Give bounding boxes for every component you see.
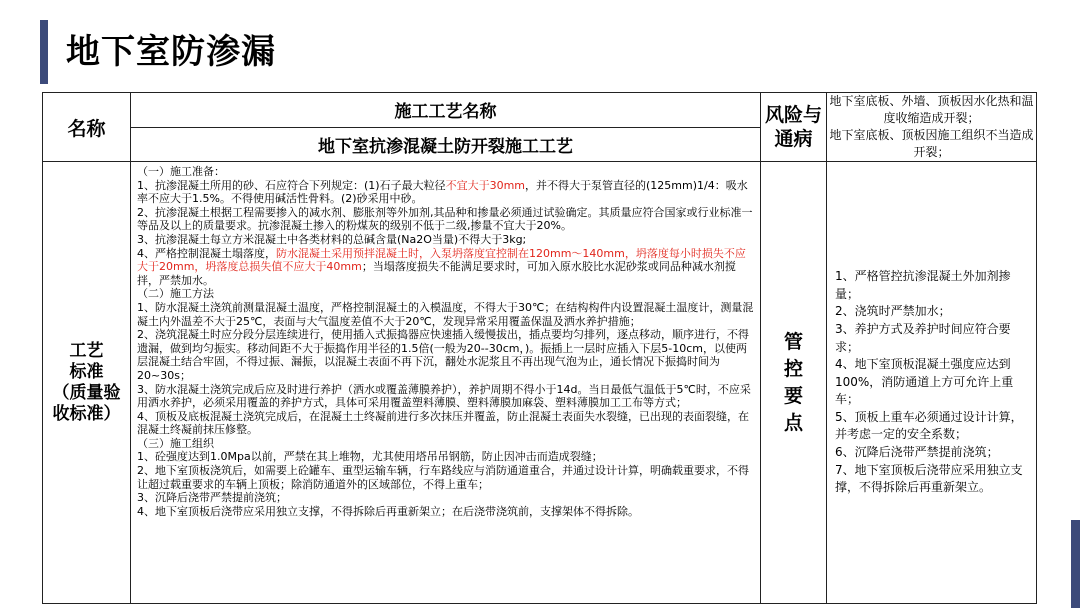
process-name-label: 施工工艺名称 (394, 102, 497, 123)
process-standard-label-line3: （质量验 (52, 382, 121, 403)
org-title: （三）施工组织 (137, 436, 214, 450)
org-item-4: 4、地下室顶板后浇带应采用独立支撑，不得拆除后再重新架立；在后浇带浇筑前，支撑架体不得拆除。 (137, 504, 639, 518)
control-point-item: 1、严格管控抗渗混凝土外加剂掺量； (835, 269, 1011, 301)
prep-item-1-text-a: 1、抗渗混凝土所用的砂、石应符合下列规定：(1)石子最大粒径 (137, 178, 446, 192)
control-point-item: 6、沉降后浇带严禁提前浇筑； (835, 445, 999, 460)
risk-text-line1: 地下室底板、外墙、顶板因水化热和温度收缩造成开裂； (829, 94, 1034, 125)
prep-item-1 (137, 179, 754, 206)
page-title: 地下室防渗漏 (66, 32, 276, 72)
process-name: 地下室抗渗混凝土防开裂施工工艺 (318, 136, 573, 157)
risk-label-line1: 风险与 (764, 104, 822, 126)
control-points-list (827, 162, 1037, 604)
prep-item-4 (137, 247, 754, 288)
method-item-2: 2、浇筑混凝土时应分段分层连续进行，使用插入式振捣器应快速插入缓慢拔出，插点要均匀排列，逐点移动，顺序进行，不得遗漏，做到均匀振实。移动间距不大于振捣作用半径的1.5倍(一般为20--30cm，)。振插上一层时应插入下层5-10cm，以使两层混凝土结合牢固，不得过振、漏振，以混凝土表面不再下沉，翻处水泥浆且不再出现气泡为止，通长情况下振捣时间为20~30s； (137, 328, 749, 382)
process-name-cell (131, 127, 761, 162)
process-name-label-cell (131, 93, 761, 128)
method-item-1: 1、防水混凝土浇筑前测量混凝土温度，严格控制混凝土的入模温度，不得大于30℃；在结构构件内设置混凝土温度计，测量混凝土内外温差不大于25℃，表面与大气温度差值不大于20℃，发现异常采用覆盖保温及洒水养护措施； (137, 300, 754, 328)
prep-item-2: 2、抗渗混凝土根据工程需要掺入的减水剂、膨胀剂等外加剂,其品种和掺量必须通过试验确定。其质量应符合国家或行业标准一等品及以上的质量要求。抗渗混凝土掺入的粉煤灰的级别不低于二级,掺量不宜大于20%。 (137, 205, 753, 233)
method-item-3: 3、防水混凝土浇筑完成后应及时进行养护（洒水或覆盖薄膜养护），养护周期不得小于14d。当日最低气温低于5℃时，不应采用洒水养护，必须采用覆盖的养护方式，具体可采用覆盖塑料薄膜、塑料薄膜加麻袋、塑料薄膜加工工布等方式； (137, 382, 751, 410)
prep-item-1-text-b: ，并不得大于泵管直径的(125mm)1/4：吸水率不应大于1.5%。不得使用碱活性骨料。(2)砂采用中砂。 (137, 178, 748, 206)
control-label-char: 要 (783, 384, 803, 407)
process-standard-content (131, 162, 761, 604)
risk-text-cell (827, 93, 1037, 162)
side-accent-bar (1071, 520, 1080, 608)
process-standard-label-cell (43, 162, 131, 604)
method-title: （二）施工方法 (137, 287, 214, 301)
org-item-2: 2、地下室顶板浇筑后，如需要上砼罐车、重型运输车辆，行车路线应与消防通道重合，并通过设计计算，明确载重要求，不得让超过载重要求的车辆上顶板；除消防通道外的区域部位，不得上重车； (137, 464, 749, 491)
control-points-label-cell (761, 162, 827, 604)
control-point-item: 3、养护方式及养护时间应符合要求； (835, 321, 1011, 354)
name-header-cell (43, 93, 131, 162)
prep-item-4-highlight: 防水混凝土采用预拌混凝土时，入泵坍落度宜控制在120mm～140mm，坍落度每小时损失不应大于20mm，坍落度总损失值不应大于40mm (137, 246, 746, 274)
method-item-4: 4、顶板及底板混凝土浇筑完成后，在混凝土土终凝前进行多次抹压并覆盖，防止混凝土表面失水裂缝，已出现的表面裂缝，在混凝土终凝前抹压修整。 (137, 409, 749, 437)
prep-item-4-text-a: 4、严格控制混凝土塌落度， (137, 246, 276, 260)
prep-item-1-highlight: 不宜大于30mm (445, 178, 526, 192)
control-point-item: 2、浇筑时严禁加水； (835, 304, 951, 319)
title-accent-bar (40, 20, 48, 84)
process-standard-label-line2: 标准 (69, 361, 104, 382)
control-label-char: 控 (783, 357, 803, 380)
risk-label-line2: 通病 (774, 128, 813, 150)
control-label-char: 管 (783, 330, 803, 353)
prep-item-4-text-b: ；当塌落度损失不能满足要求时，可加入原水胶比水泥砂浆或同品种减水剂搅拌，严禁加水。 (137, 260, 736, 287)
org-item-1: 1、砼强度达到1.0Mpa以前，严禁在其上堆物，尤其使用塔吊吊钢筋，防止因冲击而造成裂缝； (137, 450, 603, 464)
process-standard-label-line4: 收标准） (52, 403, 121, 424)
risk-text-line2: 地下室底板、顶板因施工组织不当造成开裂； (829, 128, 1034, 159)
control-point-item: 7、地下室顶板后浇带应采用独立支撑，不得拆除后再重新架立。 (835, 462, 1023, 495)
prep-title: （一）施工准备： (137, 165, 225, 178)
control-point-item: 5、顶板上重车必须通过设计计算，并考虑一定的安全系数； (835, 409, 1023, 442)
process-standard-label-line1: 工艺 (69, 340, 104, 361)
risk-header-cell (761, 93, 827, 162)
prep-item-3: 3、抗渗混凝土每立方米混凝土中各类材料的总碱含量(Na2O当量)不得大于3kg; (137, 232, 527, 246)
process-table (42, 92, 1037, 604)
control-label-char: 点 (783, 411, 803, 434)
name-label: 名称 (67, 117, 106, 140)
control-point-item: 4、地下室顶板混凝土强度应达到100%，消防通道上方可允许上重车； (835, 357, 1014, 407)
org-item-3: 3、沉降后浇带严禁提前浇筑； (137, 491, 287, 505)
